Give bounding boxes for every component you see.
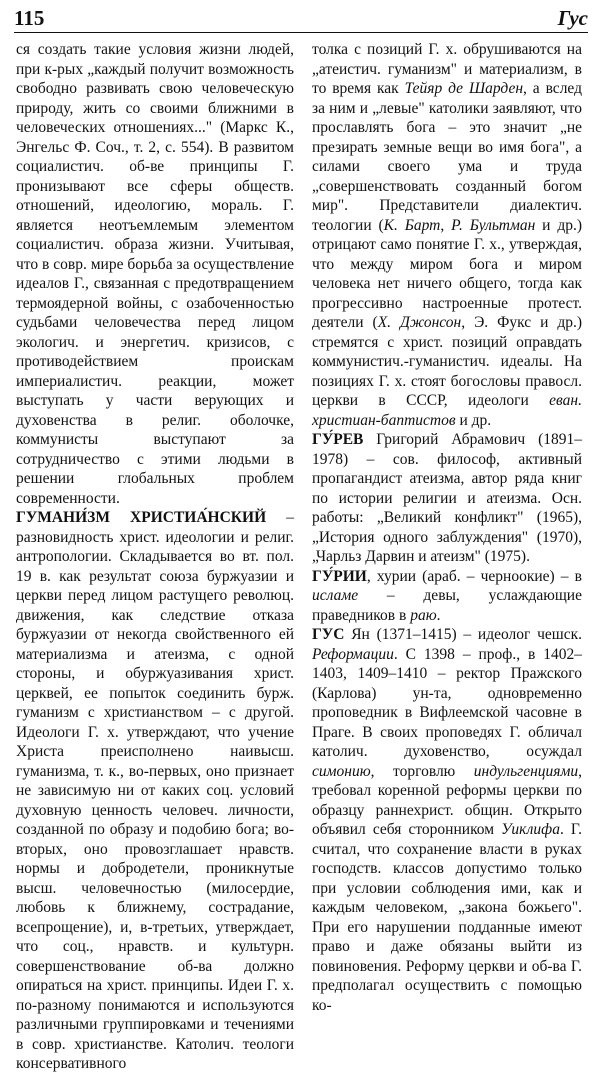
entry-humanism-christian [16, 508, 294, 1074]
entry-headword: ГУ́РЕВ [312, 431, 364, 448]
entry-headword: ГУ́РИИ [312, 567, 367, 585]
name-teilhard: Тейяр де Шарден [404, 80, 524, 97]
entry-hus: ГУС Ян (1371–1415) – идеолог чешск. Реформации. С 1398 – проф., в 1402–1403, 1409–1410 – ректор Пражского (Карлова) ун-та, одновременно проповедник в Вифлеемской часовне в Праге. В своих проповедях Г. обличал католич. духовенство, осуждал симонию, торговлю индульгенциями, требовал коренной реформы церкви по образцу раннехрист. общин. Открыто объявил себя сторонником Уиклифа. Г. считал, что сохранение власти в руках господств. классов допустимо только при условии соблюдения ими, как и каждым человеком, „закона божьего". При его нарушении подданные имеют право и даже обязаны выйти из повиновения. Реформу церкви и об-ва Г. предполагал осуществить с помощью ко- [312, 626, 582, 1014]
name-barth: К. Барт [383, 216, 441, 234]
page-number: 115 [14, 6, 45, 30]
entry-headword: ГУС [312, 626, 345, 643]
term-reformation: Реформации [312, 645, 394, 663]
entry-gurev [312, 430, 582, 567]
name-wycliffe: Уиклифа [501, 821, 560, 838]
continued-paragraph: ся создать такие условия жизни людей, при к-рых „каждый получит возможность свободно развивать свою человеческую природу, жить со своими ближними в человеческих отношениях..." (Маркс К., Энгельс Ф. Соч., т. 2, с. 554). В развитом социалистич. об-ве принципы Г. пронизывают все сферы обществ. отношений, идеологию, мораль. Г. является неотъемлемым элементом социалистич. образа жизни. Учитывая, что в совр. мире борьба за осуществление идеалов Г., связанная с предотвращением термоядерной войны, с озабоченностью судьбами человечества перед лицом экологич. и энергетич. кризисов, с противодействием проискам империалистич. реакции, может выступать у части верующих и духовенства в религ. оболочке, коммунисты выступают за сотрудничество с этими людьми в решении глобальных проблем современности. [16, 41, 294, 507]
running-header [14, 6, 588, 33]
term-baptists: еван. христиан-баптистов [312, 392, 582, 429]
running-head: Гус [557, 6, 588, 30]
right-column [312, 40, 582, 1018]
entry-headword: ГУМАНИ́ЗМ ХРИСТИА́НСКИЙ [16, 509, 267, 526]
entry-gurii: ГУ́РИИ, хурии (араб. – черноокие) – в исламе – девы, услаждающие праведников в раю. [312, 567, 582, 624]
term-simony: симонию [312, 762, 371, 780]
continued-paragraph: толка с позиций Г. х. обрушиваются на „атеистич. гуманизм" и материализм, в то время как Тейяр де Шарден, а вслед за ним и „левые" католики заявляют, что прославлять бога – это значит „не презирать земные вещи во имя бога", а силами своего ума и труда „совершенствовать созданный богом мир". Представители диалектич. теологии (К. Барт, Р. Бультман и др.) отрицают само понятие Г. х., утверждая, что между миром бога и миром человека нет ничего общего, тогда как прогрессивно настроенные протест. деятели (Х. Джонсон, Э. Фукс и др.) стремятся с христ. позиций оправдать коммунистич.-гуманистич. идеалы. На позициях Г. х. стоят богословы правосл. церкви в СССР, идеологи еван. христиан-баптистов и др. [312, 41, 583, 429]
name-johnson: Х. Джонсон [377, 314, 462, 331]
name-bultmann: Р. Бультман [451, 216, 536, 234]
entry-text: – разновидность христ. идеологии и религ. антропологии. Складывается во вт. пол. 19 в. как результат союза буржуазии и церкви перед лицом растущего революц. движения, как следствие отказа буржуазии от некогда свойственного ей материализма и атеизма, с одной стороны, и обуржуазивания христ. церквей, ее попыток соединить бурж. гуманизм с христианством – с другой. Идеологи Г. х. утверждают, что учение Христа преисполнено наивысш. гуманизма, т. к., во-первых, оно признает не зависимую ни от каких соц. условий духовную ценность человеч. личности, созданной по образу и подобию бога; во-вторых, оно провозглашает нравств. нормы и добродетели, проникнутые высш. человечностью (милосердие, любовь к ближнему, сострадание, всепрощение), и, в-третьих, утверждает, что соц., нравств. и культурн. совершенствование об-ва должно опираться на христ. принципы. Идеи Г. х. по-разному понимаются и используются различными группировками и течениями в совр. христианстве. Католич. теологи консервативного [16, 509, 294, 1072]
term-indulgences: индульгенциями [473, 762, 579, 780]
term-paradise: раю [410, 606, 437, 624]
term-islam: исламе [312, 587, 359, 604]
left-column [16, 40, 294, 1072]
entry-text: Григорий Абрамович (1891–1978) – сов. философ, активный пропагандист атеизма, автор ряда книг по истории религии и атеизма. Осн. работы: „Великий конфликт" (1965), „История одного заблуждения" (1970), „Чарльз Дарвин и атеизм" (1975). [312, 431, 582, 565]
